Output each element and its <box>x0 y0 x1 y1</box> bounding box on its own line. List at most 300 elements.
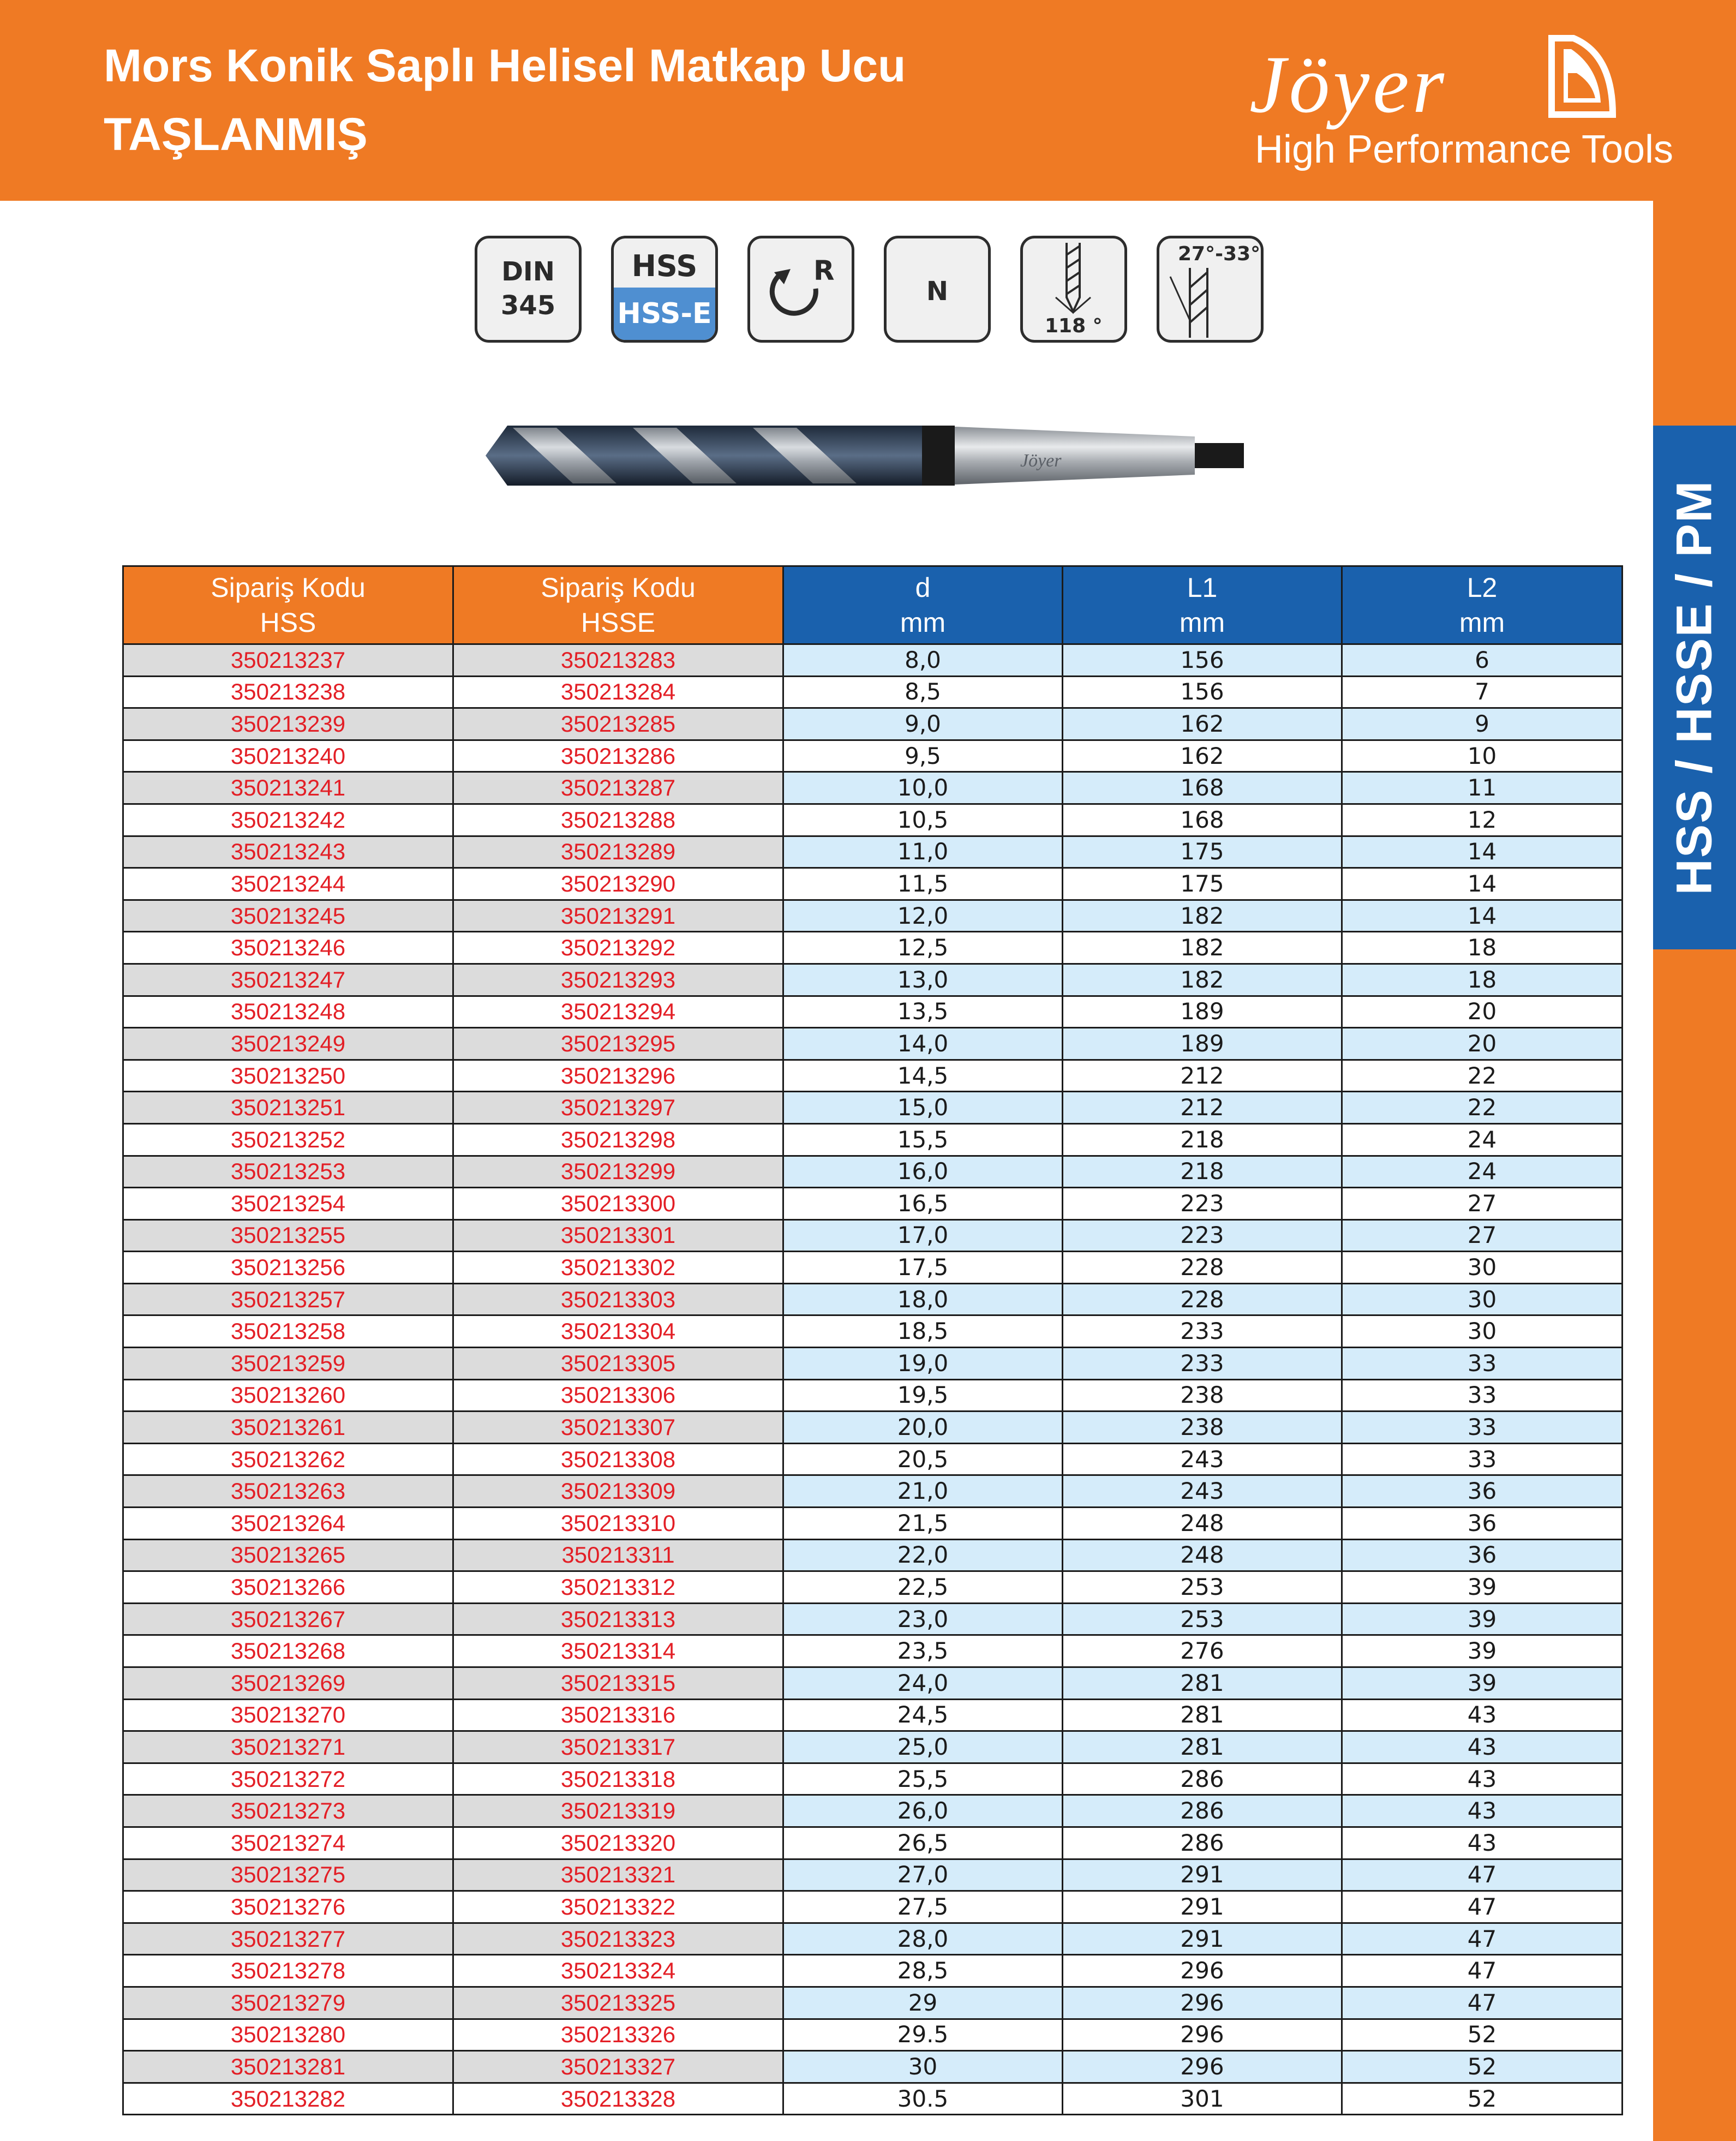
total-length-cell: 182 <box>1063 964 1342 996</box>
table-row <box>123 1859 1623 1891</box>
din-standard-badge <box>475 236 582 343</box>
order-code-hss: 350213252 <box>123 1123 453 1156</box>
header-unit: HSS <box>260 607 316 638</box>
total-length-cell: 228 <box>1063 1283 1342 1315</box>
diameter-cell: 18,5 <box>783 1315 1063 1348</box>
table-row <box>123 1539 1623 1571</box>
table-row <box>123 740 1623 772</box>
table-row <box>123 836 1623 868</box>
order-code-hsse: 350213307 <box>453 1412 783 1444</box>
order-code-hsse: 350213328 <box>453 2083 783 2115</box>
order-code-hss: 350213237 <box>123 644 453 677</box>
flute-length-cell: 43 <box>1342 1699 1623 1731</box>
total-length-cell: 238 <box>1063 1412 1342 1444</box>
order-code-hss: 350213257 <box>123 1283 453 1315</box>
table-row <box>123 1731 1623 1763</box>
order-code-hss: 350213269 <box>123 1667 453 1700</box>
brand-logo-icon <box>1544 33 1620 120</box>
order-code-hss: 350213272 <box>123 1763 453 1795</box>
total-length-cell: 182 <box>1063 932 1342 964</box>
order-code-hsse: 350213305 <box>453 1348 783 1380</box>
flute-length-cell: 18 <box>1342 932 1623 964</box>
flute-length-cell: 52 <box>1342 2083 1623 2115</box>
order-code-hss: 350213246 <box>123 932 453 964</box>
flute-length-cell: 22 <box>1342 1092 1623 1124</box>
total-length-cell: 156 <box>1063 676 1342 708</box>
flute-length-cell: 33 <box>1342 1443 1623 1475</box>
total-length-cell: 291 <box>1063 1859 1342 1891</box>
diameter-cell: 26,5 <box>783 1827 1063 1859</box>
flute-length-cell: 11 <box>1342 772 1623 804</box>
order-code-hsse: 350213287 <box>453 772 783 804</box>
table-row <box>123 996 1623 1028</box>
order-code-hss: 350213266 <box>123 1571 453 1604</box>
diameter-cell: 26,0 <box>783 1795 1063 1827</box>
total-length-cell: 276 <box>1063 1635 1342 1667</box>
diameter-cell: 17,5 <box>783 1252 1063 1284</box>
diameter-cell: 30.5 <box>783 2083 1063 2115</box>
flute-length-cell: 20 <box>1342 1028 1623 1060</box>
total-length-cell: 281 <box>1063 1731 1342 1763</box>
diameter-cell: 8,0 <box>783 644 1063 677</box>
diameter-cell: 29.5 <box>783 2019 1063 2051</box>
flute-length-cell: 43 <box>1342 1827 1623 1859</box>
order-code-hsse: 350213294 <box>453 996 783 1028</box>
order-code-hsse: 350213308 <box>453 1443 783 1475</box>
flute-length-cell: 47 <box>1342 1987 1623 2019</box>
total-length-cell: 182 <box>1063 900 1342 932</box>
diameter-cell: 15,5 <box>783 1123 1063 1156</box>
diameter-cell: 14,5 <box>783 1060 1063 1092</box>
flute-length-cell: 20 <box>1342 996 1623 1028</box>
table-header-row <box>123 566 1623 644</box>
flute-length-cell: 33 <box>1342 1348 1623 1380</box>
order-code-hsse: 350213320 <box>453 1827 783 1859</box>
diameter-cell: 11,5 <box>783 868 1063 900</box>
order-code-hss: 350213274 <box>123 1827 453 1859</box>
table-row <box>123 772 1623 804</box>
header-label: L1 <box>1187 572 1218 603</box>
order-code-hss: 350213244 <box>123 868 453 900</box>
table-row <box>123 1891 1623 1923</box>
order-code-hsse: 350213314 <box>453 1635 783 1667</box>
flute-length-cell: 9 <box>1342 708 1623 740</box>
order-code-hsse: 350213321 <box>453 1859 783 1891</box>
header-unit: mm <box>1459 607 1505 638</box>
header-order-code-hsse <box>453 566 783 644</box>
table-row <box>123 804 1623 836</box>
total-length-cell: 189 <box>1063 1028 1342 1060</box>
total-length-cell: 296 <box>1063 2019 1342 2051</box>
table-row <box>123 1475 1623 1508</box>
header-unit: HSSE <box>580 607 656 638</box>
flute-length-cell: 27 <box>1342 1188 1623 1220</box>
order-code-hsse: 350213322 <box>453 1891 783 1923</box>
order-code-hsse: 350213306 <box>453 1379 783 1412</box>
total-length-cell: 253 <box>1063 1571 1342 1604</box>
material-badge <box>611 236 718 343</box>
table-row <box>123 932 1623 964</box>
flute-length-cell: 39 <box>1342 1667 1623 1700</box>
diameter-cell: 28,0 <box>783 1923 1063 1955</box>
diameter-cell: 16,5 <box>783 1188 1063 1220</box>
total-length-cell: 238 <box>1063 1379 1342 1412</box>
table-row <box>123 1763 1623 1795</box>
order-code-hss: 350213265 <box>123 1539 453 1571</box>
order-code-hsse: 350213319 <box>453 1795 783 1827</box>
flute-length-cell: 43 <box>1342 1795 1623 1827</box>
diameter-cell: 21,0 <box>783 1475 1063 1508</box>
diameter-cell: 14,0 <box>783 1028 1063 1060</box>
diameter-cell: 19,0 <box>783 1348 1063 1380</box>
order-code-hss: 350213247 <box>123 964 453 996</box>
order-code-hss: 350213239 <box>123 708 453 740</box>
order-code-hss: 350213245 <box>123 900 453 932</box>
flute-length-cell: 39 <box>1342 1635 1623 1667</box>
total-length-cell: 243 <box>1063 1475 1342 1508</box>
total-length-cell: 296 <box>1063 1955 1342 1987</box>
order-code-hsse: 350213304 <box>453 1315 783 1348</box>
flute-length-cell: 30 <box>1342 1283 1623 1315</box>
total-length-cell: 189 <box>1063 996 1342 1028</box>
table-row <box>123 1508 1623 1540</box>
order-code-hsse: 350213288 <box>453 804 783 836</box>
diameter-cell: 8,5 <box>783 676 1063 708</box>
order-code-hsse: 350213312 <box>453 1571 783 1604</box>
order-code-hss: 350213251 <box>123 1092 453 1124</box>
helix-angle-badge <box>1157 236 1264 343</box>
table-row <box>123 1571 1623 1604</box>
order-code-hss: 350213261 <box>123 1412 453 1444</box>
diameter-cell: 16,0 <box>783 1156 1063 1188</box>
total-length-cell: 168 <box>1063 772 1342 804</box>
total-length-cell: 212 <box>1063 1092 1342 1124</box>
order-code-hsse: 350213297 <box>453 1092 783 1124</box>
total-length-cell: 218 <box>1063 1123 1342 1156</box>
table-row <box>123 1603 1623 1635</box>
order-code-hsse: 350213301 <box>453 1219 783 1252</box>
flute-length-cell: 30 <box>1342 1252 1623 1284</box>
flute-length-cell: 39 <box>1342 1603 1623 1635</box>
table-row <box>123 676 1623 708</box>
order-code-hsse: 350213295 <box>453 1028 783 1060</box>
order-code-hss: 350213256 <box>123 1252 453 1284</box>
total-length-cell: 301 <box>1063 2083 1342 2115</box>
order-code-hss: 350213242 <box>123 804 453 836</box>
total-length-cell: 281 <box>1063 1667 1342 1700</box>
total-length-cell: 296 <box>1063 2051 1342 2083</box>
flute-length-cell: 14 <box>1342 900 1623 932</box>
table-row <box>123 2019 1623 2051</box>
diameter-cell: 21,5 <box>783 1508 1063 1540</box>
diameter-cell: 24,5 <box>783 1699 1063 1731</box>
rotation-direction-label: R <box>813 255 835 286</box>
helix-angle-label: 27°-33° <box>1178 243 1261 265</box>
total-length-cell: 243 <box>1063 1443 1342 1475</box>
table-row <box>123 1188 1623 1220</box>
table-row <box>123 1123 1623 1156</box>
order-code-hsse: 350213284 <box>453 676 783 708</box>
total-length-cell: 286 <box>1063 1827 1342 1859</box>
order-code-hss: 350213253 <box>123 1156 453 1188</box>
brand-tagline: High Performance Tools <box>1255 128 1674 171</box>
diameter-cell: 24,0 <box>783 1667 1063 1700</box>
drill-type-label: N <box>926 276 949 307</box>
header-flute-length <box>1342 566 1623 644</box>
diameter-cell: 30 <box>783 2051 1063 2083</box>
diameter-cell: 17,0 <box>783 1219 1063 1252</box>
table-row <box>123 1252 1623 1284</box>
table-row <box>123 1443 1623 1475</box>
table-row <box>123 1219 1623 1252</box>
table-row <box>123 964 1623 996</box>
order-code-hss: 350213255 <box>123 1219 453 1252</box>
order-code-hsse: 350213300 <box>453 1188 783 1220</box>
order-code-hsse: 350213313 <box>453 1603 783 1635</box>
order-code-hss: 350213248 <box>123 996 453 1028</box>
diameter-cell: 15,0 <box>783 1092 1063 1124</box>
order-code-hss: 350213282 <box>123 2083 453 2115</box>
order-code-hss: 350213264 <box>123 1508 453 1540</box>
table-row <box>123 1667 1623 1700</box>
brand-logo-text: Jöyer <box>1249 39 1448 130</box>
flute-length-cell: 52 <box>1342 2051 1623 2083</box>
flute-length-cell: 47 <box>1342 1955 1623 1987</box>
side-category-label: HSS / HSSE / PM <box>1666 480 1722 895</box>
flute-length-cell: 22 <box>1342 1060 1623 1092</box>
table-row <box>123 1156 1623 1188</box>
table-row <box>123 1412 1623 1444</box>
table-row <box>123 900 1623 932</box>
page-subtitle: TAŞLANMIŞ <box>104 109 368 160</box>
table-row <box>123 1379 1623 1412</box>
total-length-cell: 253 <box>1063 1603 1342 1635</box>
diameter-cell: 9,0 <box>783 708 1063 740</box>
table-row <box>123 1348 1623 1380</box>
diameter-cell: 22,0 <box>783 1539 1063 1571</box>
header-unit: mm <box>900 607 946 638</box>
order-code-hss: 350213254 <box>123 1188 453 1220</box>
total-length-cell: 228 <box>1063 1252 1342 1284</box>
diameter-cell: 13,5 <box>783 996 1063 1028</box>
flute-length-cell: 12 <box>1342 804 1623 836</box>
order-code-hsse: 350213291 <box>453 900 783 932</box>
total-length-cell: 162 <box>1063 740 1342 772</box>
order-code-hss: 350213238 <box>123 676 453 708</box>
order-code-hss: 350213249 <box>123 1028 453 1060</box>
order-code-hss: 350213241 <box>123 772 453 804</box>
order-code-hsse: 350213310 <box>453 1508 783 1540</box>
header-diameter <box>783 566 1063 644</box>
order-code-hsse: 350213283 <box>453 644 783 677</box>
table-row <box>123 708 1623 740</box>
drill-bit-image <box>475 415 1260 497</box>
flute-length-cell: 7 <box>1342 676 1623 708</box>
total-length-cell: 286 <box>1063 1763 1342 1795</box>
table-row <box>123 1955 1623 1987</box>
flute-length-cell: 36 <box>1342 1475 1623 1508</box>
drill-type-badge <box>884 236 991 343</box>
order-code-hss: 350213250 <box>123 1060 453 1092</box>
order-code-hss: 350213277 <box>123 1923 453 1955</box>
order-code-hss: 350213275 <box>123 1859 453 1891</box>
order-code-hsse: 350213318 <box>453 1763 783 1795</box>
order-code-hss: 350213278 <box>123 1955 453 1987</box>
diameter-cell: 19,5 <box>783 1379 1063 1412</box>
point-angle-label: 118 ° <box>1045 315 1103 337</box>
diameter-cell: 23,0 <box>783 1603 1063 1635</box>
order-code-hss: 350213258 <box>123 1315 453 1348</box>
order-code-hsse: 350213292 <box>453 932 783 964</box>
order-code-hss: 350213281 <box>123 2051 453 2083</box>
table-row <box>123 1827 1623 1859</box>
diameter-cell: 28,5 <box>783 1955 1063 1987</box>
spec-badges <box>475 236 1266 345</box>
flute-length-cell: 6 <box>1342 644 1623 677</box>
header-label: Sipariş Kodu <box>541 572 696 603</box>
table-row <box>123 644 1623 677</box>
din-label: DIN <box>501 256 555 287</box>
material-hsse: HSS-E <box>614 288 715 340</box>
material-hss: HSS <box>631 248 698 283</box>
total-length-cell: 156 <box>1063 644 1342 677</box>
diameter-cell: 23,5 <box>783 1635 1063 1667</box>
total-length-cell: 296 <box>1063 1987 1342 2019</box>
order-code-hsse: 350213324 <box>453 1955 783 1987</box>
header-unit: mm <box>1179 607 1225 638</box>
total-length-cell: 233 <box>1063 1315 1342 1348</box>
order-code-hsse: 350213311 <box>453 1539 783 1571</box>
total-length-cell: 291 <box>1063 1891 1342 1923</box>
table-row <box>123 1283 1623 1315</box>
rotation-badge <box>747 236 854 343</box>
table-row <box>123 2083 1623 2115</box>
flute-length-cell: 10 <box>1342 740 1623 772</box>
total-length-cell: 162 <box>1063 708 1342 740</box>
header-label: d <box>915 572 931 603</box>
order-code-hsse: 350213317 <box>453 1731 783 1763</box>
flute-length-cell: 24 <box>1342 1123 1623 1156</box>
table-row <box>123 1092 1623 1124</box>
diameter-cell: 12,5 <box>783 932 1063 964</box>
order-code-hss: 350213271 <box>123 1731 453 1763</box>
order-code-hss: 350213279 <box>123 1987 453 2019</box>
diameter-cell: 10,5 <box>783 804 1063 836</box>
total-length-cell: 291 <box>1063 1923 1342 1955</box>
order-code-hsse: 350213290 <box>453 868 783 900</box>
total-length-cell: 223 <box>1063 1219 1342 1252</box>
order-code-hsse: 350213298 <box>453 1123 783 1156</box>
order-code-hsse: 350213296 <box>453 1060 783 1092</box>
diameter-cell: 25,0 <box>783 1731 1063 1763</box>
order-code-hsse: 350213323 <box>453 1923 783 1955</box>
rotation-arrow-icon <box>750 238 852 340</box>
total-length-cell: 175 <box>1063 868 1342 900</box>
diameter-cell: 27,5 <box>783 1891 1063 1923</box>
diameter-cell: 18,0 <box>783 1283 1063 1315</box>
flute-length-cell: 14 <box>1342 836 1623 868</box>
order-code-hss: 350213259 <box>123 1348 453 1380</box>
order-code-hsse: 350213286 <box>453 740 783 772</box>
flute-length-cell: 39 <box>1342 1571 1623 1604</box>
diameter-cell: 10,0 <box>783 772 1063 804</box>
order-code-hsse: 350213302 <box>453 1252 783 1284</box>
din-number: 345 <box>500 290 556 321</box>
diameter-cell: 12,0 <box>783 900 1063 932</box>
order-code-hsse: 350213293 <box>453 964 783 996</box>
order-code-hsse: 350213325 <box>453 1987 783 2019</box>
order-code-hss: 350213276 <box>123 1891 453 1923</box>
total-length-cell: 248 <box>1063 1539 1342 1571</box>
diameter-cell: 25,5 <box>783 1763 1063 1795</box>
order-code-hsse: 350213309 <box>453 1475 783 1508</box>
diameter-cell: 27,0 <box>783 1859 1063 1891</box>
table-row <box>123 868 1623 900</box>
order-code-hss: 350213240 <box>123 740 453 772</box>
table-row <box>123 1315 1623 1348</box>
header-label: L2 <box>1466 572 1498 603</box>
header-band <box>0 0 1736 201</box>
order-code-hsse: 350213299 <box>453 1156 783 1188</box>
flute-length-cell: 24 <box>1342 1156 1623 1188</box>
diameter-cell: 22,5 <box>783 1571 1063 1604</box>
order-code-hss: 350213243 <box>123 836 453 868</box>
table-row <box>123 1699 1623 1731</box>
order-code-hss: 350213273 <box>123 1795 453 1827</box>
order-code-hsse: 350213327 <box>453 2051 783 2083</box>
header-total-length <box>1063 566 1342 644</box>
order-code-hss: 350213260 <box>123 1379 453 1412</box>
diameter-cell: 11,0 <box>783 836 1063 868</box>
flute-length-cell: 30 <box>1342 1315 1623 1348</box>
flute-length-cell: 36 <box>1342 1508 1623 1540</box>
header-label: Sipariş Kodu <box>211 572 366 603</box>
table-row <box>123 1635 1623 1667</box>
table-row <box>123 1795 1623 1827</box>
order-code-hss: 350213268 <box>123 1635 453 1667</box>
table-row <box>123 1028 1623 1060</box>
table-row <box>123 1060 1623 1092</box>
flute-length-cell: 14 <box>1342 868 1623 900</box>
order-code-hsse: 350213303 <box>453 1283 783 1315</box>
flute-length-cell: 33 <box>1342 1412 1623 1444</box>
drill-spec-table <box>122 565 1623 2115</box>
flute-length-cell: 47 <box>1342 1891 1623 1923</box>
order-code-hss: 350213262 <box>123 1443 453 1475</box>
order-code-hsse: 350213285 <box>453 708 783 740</box>
flute-length-cell: 52 <box>1342 2019 1623 2051</box>
diameter-cell: 13,0 <box>783 964 1063 996</box>
flute-length-cell: 33 <box>1342 1379 1623 1412</box>
order-code-hss: 350213263 <box>123 1475 453 1508</box>
table-row <box>123 2051 1623 2083</box>
flute-length-cell: 18 <box>1342 964 1623 996</box>
flute-length-cell: 43 <box>1342 1763 1623 1795</box>
flute-length-cell: 47 <box>1342 1859 1623 1891</box>
flute-length-cell: 27 <box>1342 1219 1623 1252</box>
table-row <box>123 1987 1623 2019</box>
total-length-cell: 286 <box>1063 1795 1342 1827</box>
order-code-hsse: 350213326 <box>453 2019 783 2051</box>
diameter-cell: 29 <box>783 1987 1063 2019</box>
order-code-hss: 350213270 <box>123 1699 453 1731</box>
drill-engraving: Jöyer <box>1020 451 1062 471</box>
header-order-code-hss <box>123 566 453 644</box>
diameter-cell: 20,0 <box>783 1412 1063 1444</box>
total-length-cell: 233 <box>1063 1348 1342 1380</box>
flute-length-cell: 47 <box>1342 1923 1623 1955</box>
order-code-hsse: 350213316 <box>453 1699 783 1731</box>
